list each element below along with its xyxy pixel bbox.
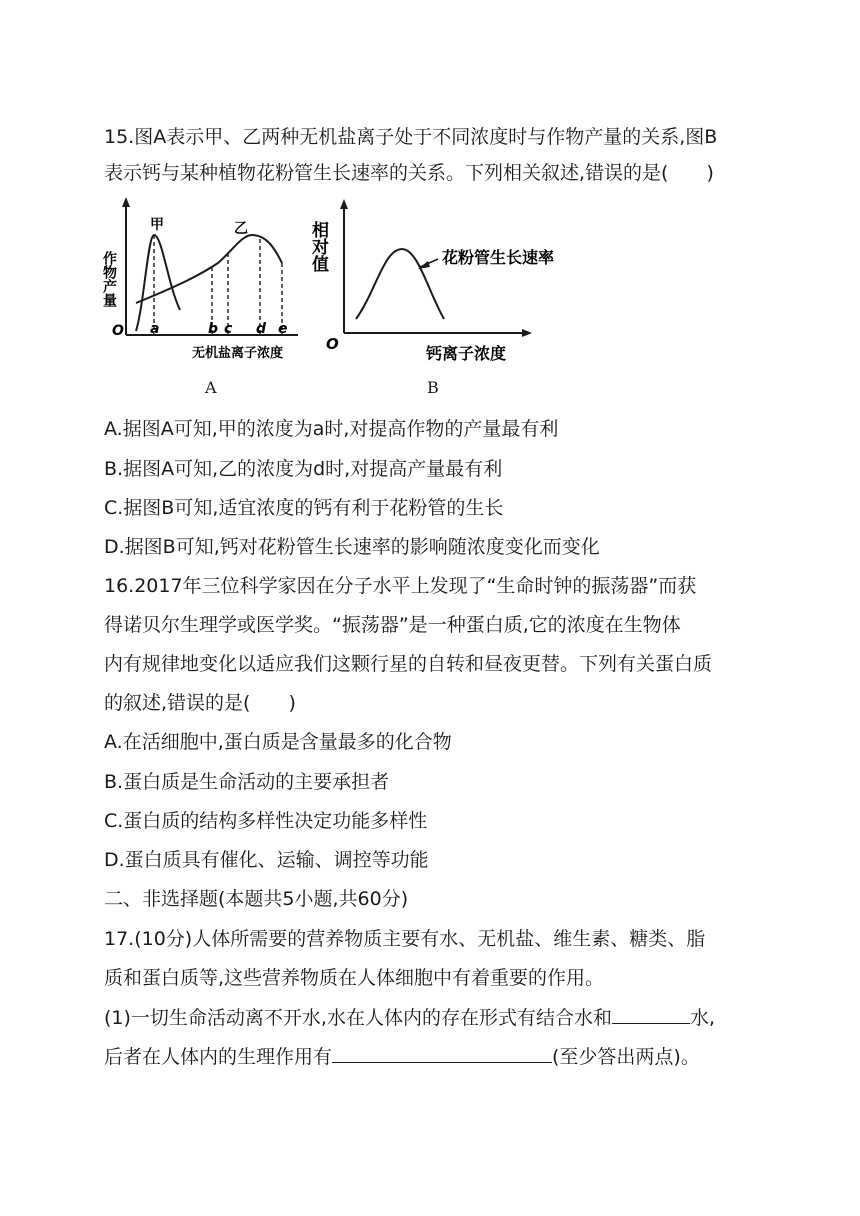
figure-a-tick-c-label: c (224, 321, 233, 337)
answer-blank-1[interactable] (612, 1005, 690, 1024)
figure-b-origin: O (326, 335, 339, 353)
q16-option-c: C.蛋白质的结构多样性决定功能多样性 (104, 810, 428, 832)
figure-a-curve-jia-label: 甲 (150, 217, 164, 233)
section-heading: 二、非选择题(本题共5小题,共60分) (104, 888, 409, 910)
q16-stem-line1: 16.2017年三位科学家因在分子水平上发现了“生命时钟的振荡器”而获 (104, 575, 697, 597)
q17-stem-line2: 质和蛋白质等,这些营养物质在人体细胞中有着重要的作用。 (104, 967, 605, 989)
q17-part1-text-d: (至少答出两点)。 (552, 1046, 700, 1068)
q15-stem-line2: 表示钙与某种植物花粉管生长速率的关系。下列相关叙述,错误的是( ) (104, 162, 714, 184)
q15-option-a: A.据图A可知,甲的浓度为a时,对提高作物的产量最有利 (104, 418, 559, 440)
figure-a (101, 197, 298, 361)
q15-figure (100, 195, 620, 375)
figure-a-tick-d-label: d (256, 321, 267, 337)
q15-option-b: B.据图A可知,乙的浓度为d时,对提高产量最有利 (104, 458, 503, 480)
figure-a-tick-e-label: e (278, 321, 288, 337)
q16-stem-line4: 的叙述,错误的是( ) (104, 692, 296, 714)
figure-b-caption: B (427, 378, 439, 397)
q15-option-c: C.据图B可知,适宜浓度的钙有利于花粉管的生长 (104, 497, 504, 519)
q15-stem-line1: 15.图A表示甲、乙两种无机盐离子处于不同浓度时与作物产量的关系,图B (104, 126, 718, 148)
figure-b-xlabel: 钙离子浓度 (426, 344, 507, 363)
q17-part1-text-a: (1)一切生命活动离不开水,水在人体内的存在形式有结合水和 (104, 1007, 612, 1029)
q17-part1-line2 (104, 1044, 700, 1069)
figure-b (308, 199, 554, 363)
q16-option-d: D.蛋白质具有催化、运输、调控等功能 (104, 849, 429, 871)
figure-a-ylabel: 作物产量 (101, 251, 117, 307)
figure-a-caption: A (205, 378, 217, 397)
answer-blank-2[interactable] (332, 1044, 552, 1063)
figure-a-origin: O (112, 323, 124, 339)
q17-stem-line1: 17.(10分)人体所需要的营养物质主要有水、无机盐、维生素、糖类、脂 (104, 928, 706, 950)
q16-option-a: A.在活细胞中,蛋白质是含量最多的化合物 (104, 731, 452, 753)
figure-a-xlabel: 无机盐离子浓度 (192, 346, 284, 361)
figure-a-tick-a-label: a (150, 321, 160, 337)
q16-option-b: B.蛋白质是生命活动的主要承担者 (104, 771, 390, 793)
q16-stem-line2: 得诺贝尔生理学或医学奖。“振荡器”是一种蛋白质,它的浓度在生物体 (104, 614, 681, 636)
figure-a-tick-b-label: b (208, 321, 219, 337)
figure-b-ylabel: 相对值 (308, 221, 328, 272)
figure-b-curve-label: 花粉管生长速率 (442, 248, 555, 267)
figure-a-curve-jia (136, 235, 180, 331)
q17-part1-text-b: 水, (689, 1007, 716, 1029)
figure-a-curve-yi-label: 乙 (234, 221, 248, 237)
q17-part1-text-c: 后者在人体内的生理作用有 (104, 1046, 333, 1068)
q17-part1-line1 (104, 1005, 715, 1030)
q16-stem-line3: 内有规律地变化以适应我们这颗行星的自转和昼夜更替。下列有关蛋白质 (104, 653, 713, 675)
figure-b-curve (356, 249, 444, 319)
q15-option-d: D.据图B可知,钙对花粉管生长速率的影响随浓度变化而变化 (104, 536, 600, 558)
